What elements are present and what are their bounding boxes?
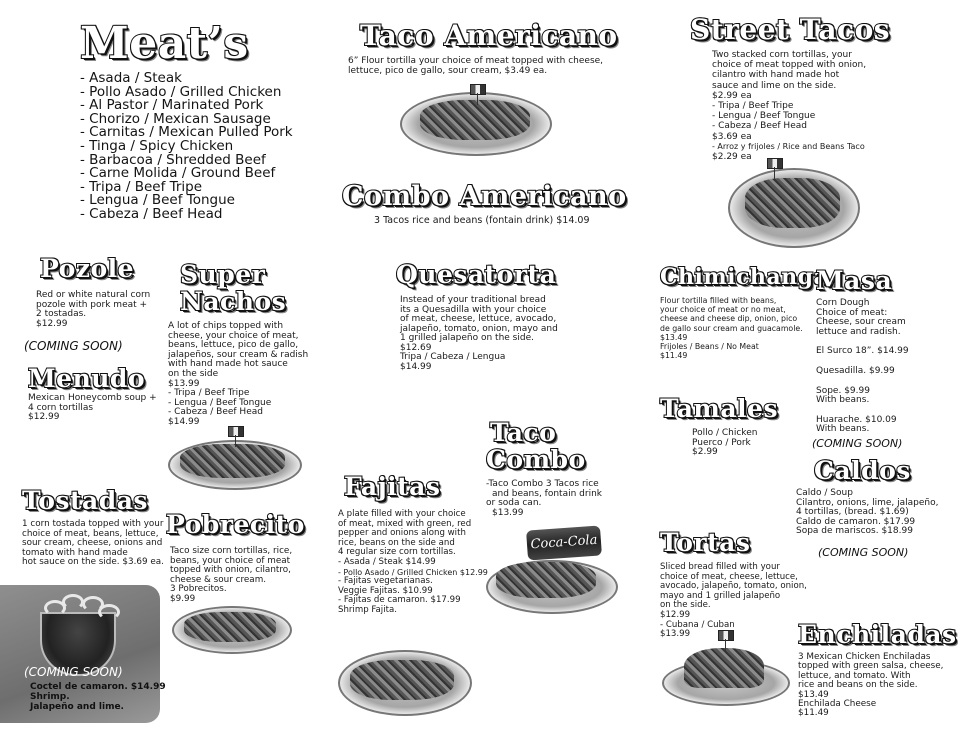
meat-item: - Pollo Asado / Grilled Chicken [80,83,282,100]
tortas-food [684,648,764,688]
flag-icon [718,630,734,641]
enchiladas-title: Enchiladas [798,620,957,649]
chimichanga-desc: Flour tortilla filled with beans, your choice of meat or no meat, cheese and cheese dip, onion, pico de gallo sour cream and guacamole. $13.49 Frijoles / Beans / No Meat $11.49 [660,296,803,361]
shrimp-icon [62,594,84,610]
super-nachos-desc: A lot of chips topped with cheese, your choice of meat, beans, lettuce, pico de gallo, jalapeños, sour cream & radish with hand made hot sauce on the side $13.99 - Tripa / Beef Tripe - Lengua / Beef Tongue - Cabeza / Beef Head $14.99 [168,321,309,427]
quesatorta-desc: Instead of your traditional bread its a Quesadilla with your choice of meat, cheese, lettuce, avocado, jalapeño, tomato, onion, mayo and 1 grilled jalapeño on the side. $12.69 Tripa / Cabeza / Lengua $14.99 [400,295,558,372]
combo-americano-title: Combo Americano [342,181,627,212]
meats-title: Meat’s [80,18,249,69]
tamales-desc: Pollo / Chicken Puerco / Pork $2.99 [692,428,758,458]
chimichanga-section [660,264,829,361]
tamales-title: Tamales [660,394,779,423]
super-nachos-food [180,444,285,478]
pobrecito-title: Pobrecito [166,510,305,539]
super-nachos-title-line1: Super [180,260,266,289]
chimichanga-title: Chimichanga [660,264,829,290]
fajitas-title: Fajitas [344,472,441,501]
masa-intro: Corn Dough Choice of meat: Cheese, sour cream lettuce and radish. [816,298,906,337]
meat-item: - Carnitas / Mexican Pulled Pork [80,124,293,141]
taco-americano-desc: 6” Flour tortilla your choice of meat topped with cheese, lettuce, pico de gallo, sour cream, $3.49 ea. [348,56,604,76]
masa-item-huarache: Huarache. $10.09 With beans. [816,414,897,435]
masa-item-quesadilla: Quesadilla. $9.99 [816,365,895,376]
masa-section [816,268,946,435]
flag-icon [470,84,486,95]
pobrecito-section [166,512,326,605]
taco-combo-title-line2: Combo [486,445,586,474]
meat-item: - Barbacoa / Shredded Beef [80,151,266,168]
taco-americano-food [420,100,530,140]
taco-americano-section [348,19,648,76]
fajitas-food [350,660,454,700]
caldos-section [796,458,956,537]
street-tacos-food [745,178,840,228]
meat-item: - Cabeza / Beef Head [80,205,223,222]
tortas-desc: Sliced bread filled with your choice of meat, cheese, lettuce, avocado, jalapeño, tomato, onion, mayo and 1 grilled jalapeño on the side. $12.99 - Cubana / Cuban $13.99 [660,562,807,640]
meat-item: - Tripa / Beef Tripe [80,178,203,195]
meat-item: - Lengua / Beef Tongue [80,192,235,209]
combo-americano-section [342,181,627,226]
taco-americano-title: Taco Americano [360,19,618,52]
tostadas-desc: 1 corn tostada topped with your choice of meat, beans, lettuce, sour cream, cheese, onions and tomato with hand made hot sauce on the side. $3.69 ea. [22,519,164,568]
soda-can-label: Coca-Cola [530,532,598,553]
pozole-section [36,256,176,329]
combo-americano-desc: 3 Tacos rice and beans (fontain drink) $14.09 [374,215,590,226]
shrimp-icon [98,604,120,620]
pozole-desc: Red or white natural corn pozole with pork meat + 2 tostadas. $12.99 [36,290,151,329]
meat-item: - Tinga / Spicy Chicken [80,137,234,154]
masa-title: Masa [816,266,893,295]
pozole-coming-soon: (COMING SOON) [24,339,123,353]
meat-item: - Chorizo / Mexican Sausage [80,110,271,127]
super-nachos-title-line2: Nachos [180,287,287,316]
taco-combo-food [496,562,596,598]
taco-combo-section [486,420,646,518]
menudo-desc: Mexican Honeycomb soup + 4 corn tortillas $12.99 [28,393,157,423]
street-tacos-title: Street Tacos [690,13,891,46]
pobrecito-desc: Taco size corn tortillas, rice, beans, your choice of meat topped with onion, cilantro, cheese & sour cream. 3 Pobrecitos. $9.99 [170,546,293,604]
coctel-desc: Coctel de camaron. $14.99 Shrimp. Jalapeño and lime. [30,682,166,712]
caldos-desc: Caldo / Soup Cilantro, onions, lime, jalapeño, 4 tortillas, (bread. $1.69) Caldo de camaron. $17.99 Sopa de mariscos. $18.99 [796,488,939,537]
street-tacos-section [690,13,900,163]
tostadas-title: Tostadas [22,486,148,515]
meat-item: - Asada / Steak [80,70,182,86]
masa-item-sope: Sope. $9.99 With beans. [816,385,870,406]
quesatorta-section [396,262,576,372]
tortas-section [660,530,810,640]
flag-icon [767,158,783,169]
masa-coming-soon: (COMING SOON) [812,437,903,450]
tostadas-section [22,488,172,568]
menudo-title: Menudo [28,364,146,393]
taco-combo-title-line1: Taco [490,418,557,447]
masa-item-el-surco: El Surco 18”. $14.99 [816,346,909,357]
flag-icon [228,426,244,437]
enchiladas-section [798,622,958,719]
taco-combo-desc: -Taco Combo 3 Tacos rice and beans, fontain drink or soda can. $13.99 [486,479,602,518]
caldos-coming-soon: (COMING SOON) [818,546,909,559]
menudo-section [28,366,168,423]
fajitas-section [338,474,498,616]
tamales-section [660,396,800,458]
soda-can-icon [526,525,602,560]
fajitas-desc: A plate filled with your choice of meat, mixed with green, red pepper and onions along with rice, beans on the side and 4 regular size corn tortillas. - Asada / Steak $14.99 - Pollo Asado / Grilled Chicken $12.99 - Fajitas vegetarianas. Veggie Fajitas. $10.99 - Fajitas de camaron. $17.99 Shrimp Fajita. [338,509,488,615]
meats-list [80,72,320,222]
quesatorta-title: Quesatorta [396,260,557,289]
coctel-coming-soon: (COMING SOON) [24,665,123,679]
enchiladas-desc: 3 Mexican Chicken Enchiladas topped with green salsa, cheese, lettuce, and tomato. With rice and beans on the side. $13.49 Enchilada Cheese $11.49 [798,652,944,719]
tortas-title: Tortas [660,528,751,557]
meats-section [80,18,320,222]
super-nachos-section [168,262,338,428]
pobrecito-food [184,612,276,642]
meat-item: - Carne Molida / Ground Beef [80,165,276,182]
caldos-title: Caldos [814,456,911,485]
meat-item: - Al Pastor / Marinated Pork [80,97,264,114]
street-tacos-desc: Two stacked corn tortillas, your choice of meat topped with onion, cilantro with hand made hot sauce and lime on the side. $2.99 ea - Tripa / Beef Tripe - Lengua / Beef Tongue - Cabeza / Beef Head $3.69 ea - Arroz y frijoles / Rice and Beans Taco $2.29 ea [712,50,867,163]
pozole-title: Pozole [40,254,135,283]
